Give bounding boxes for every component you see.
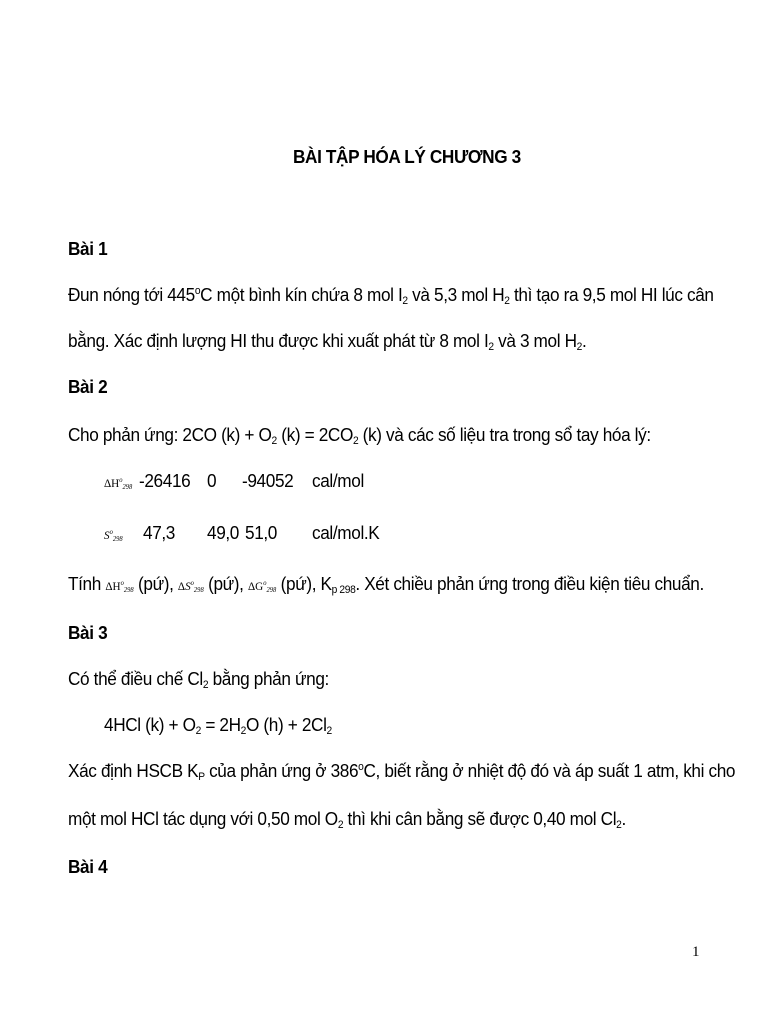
- subscript: 2: [352, 435, 359, 447]
- subscript: 2: [195, 725, 201, 737]
- text-run: của phản ứng ở 386: [204, 760, 359, 781]
- enthalpy-co2: -94052: [242, 470, 294, 491]
- text-run: C, biết rằng ở nhiệt độ đó và áp suất 1 atm, khi cho: [363, 760, 736, 781]
- text-run: Tính: [68, 573, 106, 594]
- delta-g-symbol: [248, 579, 276, 593]
- subscript: 298: [266, 586, 277, 594]
- bai3-line-3: [68, 760, 735, 782]
- entropy-co: 47,3: [143, 522, 176, 543]
- bai2-task: [68, 573, 704, 595]
- text-run: 4HCl (k) + O: [104, 714, 196, 735]
- subscript: 2: [240, 725, 246, 737]
- subscript: 298: [193, 586, 204, 594]
- delta-s-symbol: [178, 579, 204, 593]
- entropy-row: [104, 522, 123, 544]
- enthalpy-unit: cal/mol: [312, 470, 364, 491]
- entropy-unit: cal/mol.K: [312, 522, 380, 543]
- text-run: bằng phản ứng:: [208, 668, 329, 689]
- superscript: o: [119, 476, 123, 484]
- bai2-reaction: [68, 424, 651, 446]
- enthalpy-o2: 0: [207, 470, 217, 491]
- subscript: 2: [504, 295, 510, 307]
- text-run: . Xét chiều phản ứng trong điều kiện tiêu chuẩn.: [355, 573, 704, 594]
- text-run: bằng. Xác định lượng HI thu được khi xuất phát từ 8 mol I: [68, 330, 489, 351]
- text-run: (pứ),: [133, 573, 178, 594]
- subscript: 2: [488, 341, 494, 353]
- text-run: .: [621, 808, 626, 829]
- bai2-heading: Bài 2: [68, 376, 108, 397]
- bai1-heading: Bài 1: [68, 238, 108, 259]
- subscript: 298: [112, 535, 123, 543]
- page-number: 1: [692, 944, 700, 960]
- superscript: o: [263, 579, 267, 587]
- symbol-text: Δ: [177, 579, 186, 593]
- text-run: thì khi cân bằng sẽ được 0,40 mol Cl: [343, 808, 617, 829]
- delta-h-symbol: [105, 579, 133, 593]
- superscript: o: [358, 761, 364, 773]
- subscript: 2: [616, 819, 622, 831]
- text-run: (k) = 2CO: [276, 424, 353, 445]
- superscript: o: [190, 579, 194, 587]
- subscript: 298: [123, 586, 134, 594]
- bai3-line-4: [68, 808, 626, 830]
- text-run: và 5,3 mol H: [407, 284, 505, 305]
- text-run: O (h) + 2Cl: [245, 714, 327, 735]
- entropy-co2: 51,0: [245, 522, 278, 543]
- subscript: 2: [402, 295, 408, 307]
- symbol-text: ΔG: [247, 579, 264, 593]
- document-title: BÀI TẬP HÓA LÝ CHƯƠNG 3: [293, 146, 521, 167]
- symbol-text: S: [185, 579, 191, 593]
- text-run: Có thể điều chế Cl: [68, 668, 203, 689]
- symbol-text: ΔH: [104, 476, 120, 490]
- symbol-text: ΔH: [105, 579, 121, 593]
- subscript: 2: [202, 679, 209, 691]
- text-run: (pứ),: [203, 573, 248, 594]
- bai1-line-1: [68, 284, 714, 306]
- superscript: o: [109, 528, 113, 536]
- delta-h-symbol: [104, 476, 132, 490]
- text-run: một mol HCl tác dụng với 0,50 mol O: [68, 808, 338, 829]
- subscript: p 298: [331, 584, 356, 596]
- text-run: Cho phản ứng: 2CO (k) + O: [68, 424, 272, 445]
- text-run: Xác định HSCB K: [68, 760, 199, 781]
- entropy-o2: 49,0: [207, 522, 240, 543]
- s-symbol: [104, 528, 123, 542]
- bai4-heading: Bài 4: [68, 856, 108, 877]
- subscript: 2: [576, 341, 582, 353]
- symbol-text: S: [104, 528, 110, 542]
- subscript: 2: [271, 435, 277, 447]
- subscript: P: [198, 771, 205, 783]
- text-run: C một bình kín chứa 8 mol I: [200, 284, 403, 305]
- bai3-equation: [104, 714, 332, 736]
- text-run: (pứ), K: [276, 573, 332, 594]
- bai3-heading: Bài 3: [68, 622, 108, 643]
- text-run: (k) và các số liệu tra trong sổ tay hóa lý:: [358, 424, 651, 445]
- subscript: 2: [337, 819, 344, 831]
- subscript: 2: [326, 725, 332, 737]
- bai3-line-1: [68, 668, 329, 690]
- text-run: Đun nóng tới 445: [68, 284, 195, 305]
- text-run: và 3 mol H: [493, 330, 577, 351]
- subscript: 298: [122, 483, 133, 491]
- bai1-line-2: [68, 330, 586, 352]
- superscript: o: [194, 285, 201, 297]
- superscript: o: [120, 579, 124, 587]
- enthalpy-co: -26416: [139, 470, 191, 491]
- text-run: = 2H: [200, 714, 241, 735]
- enthalpy-row: [104, 470, 132, 492]
- text-run: .: [581, 330, 587, 351]
- text-run: thì tạo ra 9,5 mol HI lúc cân: [509, 284, 714, 305]
